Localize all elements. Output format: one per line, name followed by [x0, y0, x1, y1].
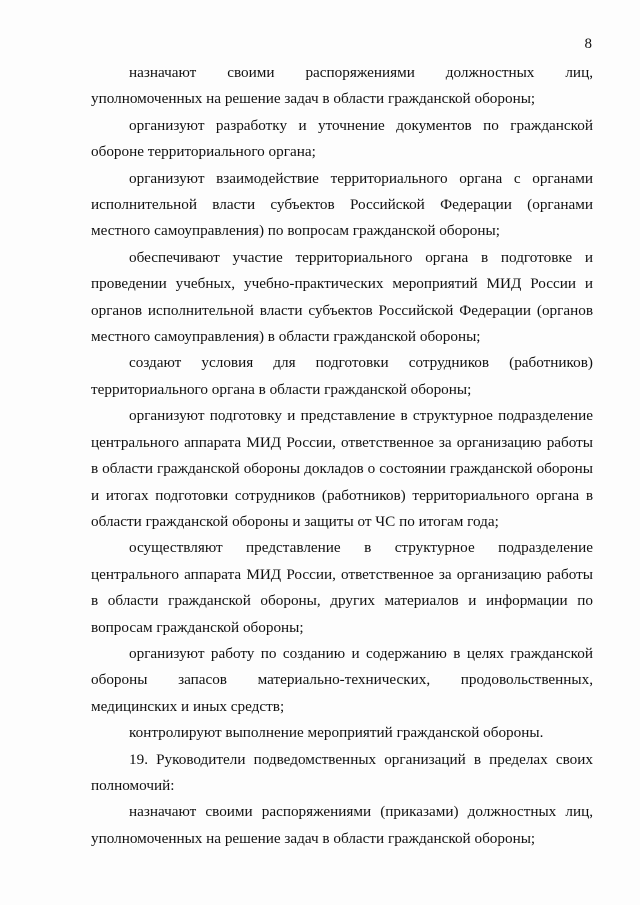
page-number: 8 — [584, 36, 592, 52]
paragraph-4: обеспечивают участие территориального органа в подготовке и проведении учебных, учебно-практических мероприятий МИД России и органов исполнительной власти субъектов Российской Федерации (органов местного самоуправления) в области гражданской обороны; — [91, 248, 593, 346]
paragraph-3: организуют взаимодействие территориального органа с органами исполнительной власти субъектов Российской Федерации (органами местного самоуправления) по вопросам гражданской обороны; — [91, 169, 593, 240]
paragraph-9: контролируют выполнение мероприятий гражданской обороны. — [129, 724, 544, 742]
paragraph-6: организуют подготовку и представление в структурное подразделение центрального аппарата МИД России, ответственное за организацию работы в области гражданской обороны докладов о состоянии гражданской обороны и итогах подготовки сотрудников (работников) территориального органа в области гражданской обороны и защиты от ЧС по итогам года; — [91, 407, 593, 530]
paragraph-7: осуществляют представление в структурное подразделение центрального аппарата МИД России, ответственное за организацию работы в области гражданской обороны, других материалов и информации по вопросам гражданской обороны; — [91, 539, 593, 636]
paragraph-1: назначают своими распоряжениями должностных лиц, уполномоченных на решение задач в области гражданской обороны; — [91, 64, 593, 108]
paragraph-11: назначают своими распоряжениями (приказами) должностных лиц, уполномоченных на решение задач в области гражданской обороны; — [91, 803, 593, 847]
paragraph-8: организуют работу по созданию и содержанию в целях гражданской обороны запасов материально-технических, продовольственных, медицинских и иных средств; — [91, 644, 593, 715]
paragraph-5: создают условия для подготовки сотрудников (работников) территориального органа в области гражданской обороны; — [91, 354, 593, 398]
paragraph-2: организуют разработку и уточнение документов по гражданской обороне территориального органа; — [91, 116, 593, 161]
paragraph-10-item-19: 19. Руководители подведомственных организаций в пределах своих полномочий: — [91, 750, 593, 794]
document-body — [91, 60, 593, 852]
